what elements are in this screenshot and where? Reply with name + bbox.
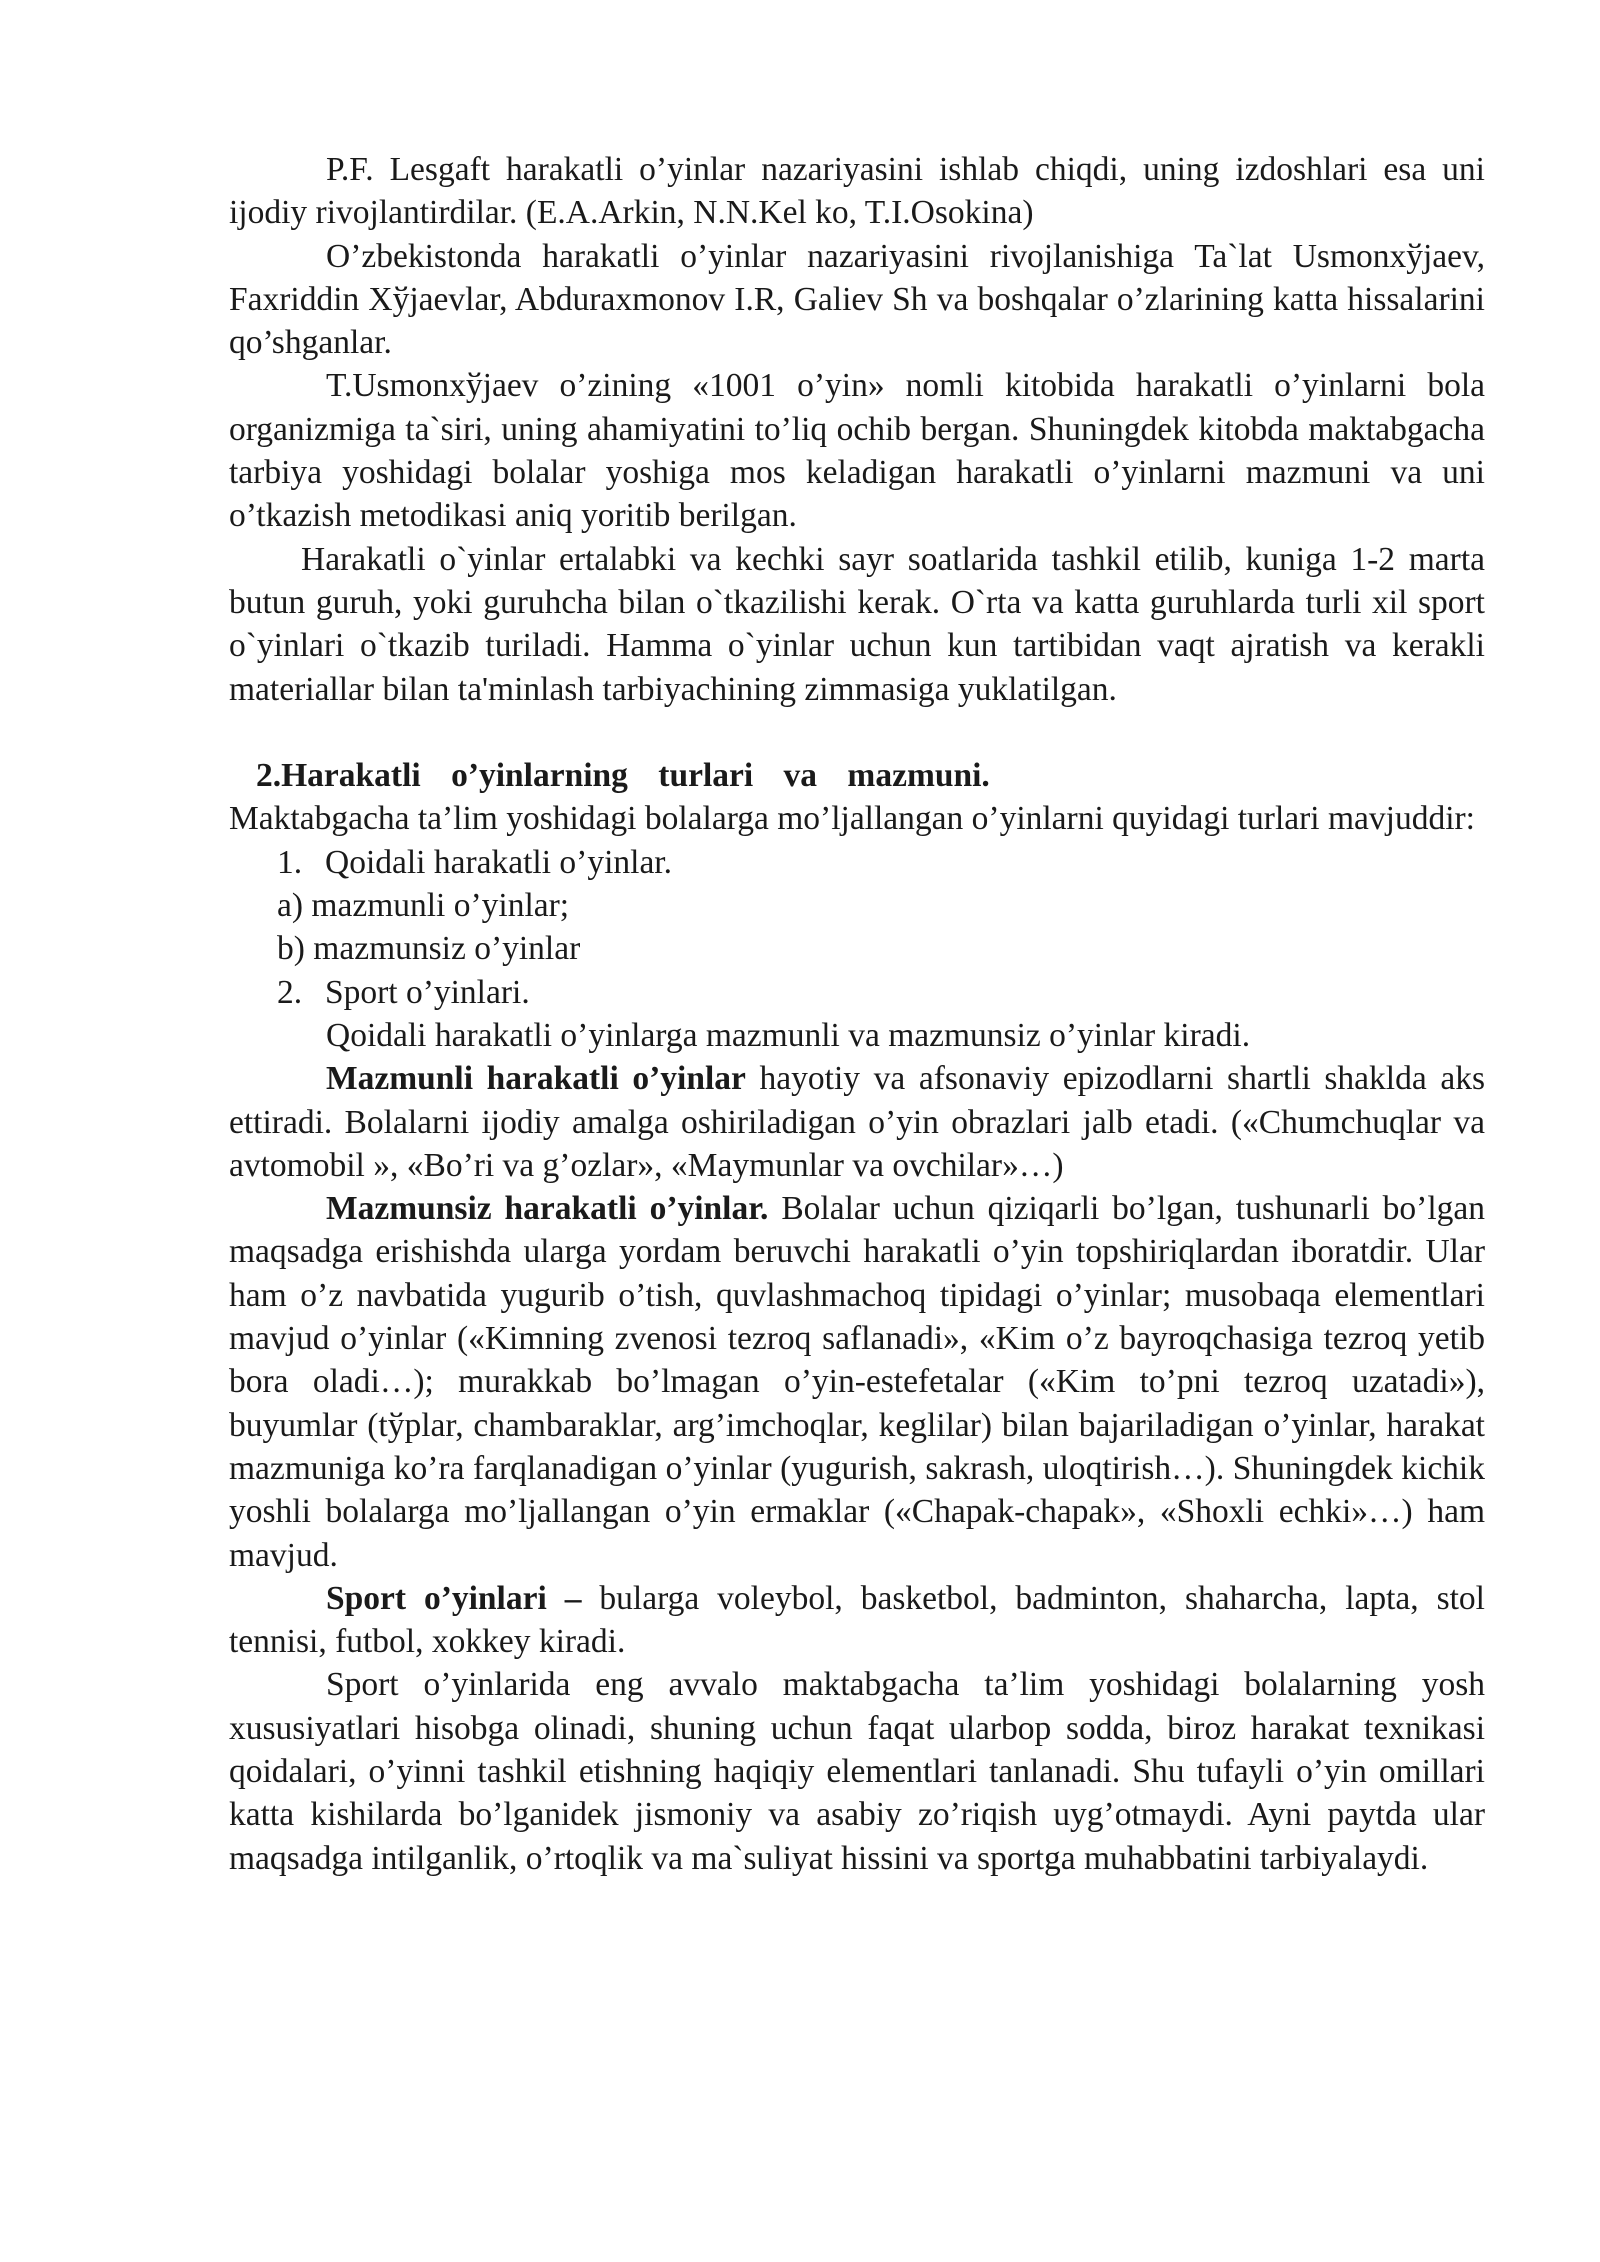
list-item-text: Sport o’yinlari. bbox=[325, 973, 530, 1011]
paragraph-mazmunli bbox=[229, 1057, 1485, 1187]
term-sport: Sport o’yinlari – bbox=[326, 1579, 582, 1617]
list-number: 2. bbox=[277, 973, 303, 1011]
text-mazmunsiz: Bolalar uchun qiziqarli bo’lgan, tushunarli bo’lgan maqsadga erishishda ularga yordam beruvchi harakatli o’yin topshiriqlardan iboratdir. Ular ham o’z navbatida yugurib o’tish, quvlashmachoq tipidagi o’yinlar; musobaqa elementlari mavjud o’yinlar («Kimning zvenosi tezroq saflanadi», «Kim o’z bayroqchasiga tezroq yetib bora oladi…); murakkab bo’lmagan o’yin-estefetalar («Kim to’pni tezroq uzatadi»), buyumlar (tўplar, chambaraklar, arg’imchoqlar, keglilar) bilan bajariladigan o’yinlar, harakat mazmuniga ko’ra farqlanadigan o’yinlar (yugurish, sakrash, uloqtirish…). Shuningdek kichik yoshli bolalarga mo’ljallangan o’yin ermaklar («Chapak-chapak», «Shoxli echki»…) ham mavjud. bbox=[229, 1190, 1485, 1574]
section-heading: 2.Harakatli o’yinlarning turlari va mazmuni. bbox=[256, 757, 990, 795]
paragraph-uzbekistan: O’zbekistonda harakatli o’yinlar nazariyasini rivojlanishiga Ta`lat Usmonxўjaev, Faxriddin Xўjaevlar, Abduraxmonov I.R, Galiev Sh va boshqalar o’zlarining katta hissalarini qo’shganlar. bbox=[229, 237, 1485, 362]
list-number: 1. bbox=[277, 843, 303, 881]
text-sport: bularga voleybol, basketbol, badminton, shaharcha, lapta, stol tennisi, futbol, xokkey kiradi. bbox=[229, 1579, 1485, 1661]
section-intro: Maktabgacha ta’lim yoshidagi bolalarga mo’ljallangan o’yinlarni quyidagi turlari mavjuddir: bbox=[229, 800, 1475, 838]
document-page bbox=[229, 148, 1485, 1880]
list-item-text: Qoidali harakatli o’yinlar. bbox=[325, 843, 672, 881]
paragraph-summary: Qoidali harakatli o’yinlarga mazmunli va mazmunsiz o’yinlar kiradi. bbox=[326, 1016, 1251, 1054]
paragraph-final: Sport o’yinlarida eng avvalo maktabgacha ta’lim yoshidagi bolalarning yosh xususiyatlari hisobga olinadi, shuning uchun faqat ularbop sodda, biroz harakat texnikasi qoidalari, o’yinni tashkil etishning haqiqiy elementlari tanlanadi. Shu tufayli o’yin omillari katta kishilarda bo’lganidek jismoniy va asabiy zo’riqish uyg’otmaydi. Ayni paytda ular maqsadga intilganlik, o’rtoqlik va ma`suliyat hissini va sportga muhabbatini tarbiyalaydi. bbox=[229, 1666, 1485, 1877]
blank-line bbox=[229, 711, 1485, 754]
paragraph-lesgaft: P.F. Lesgaft harakatli o’yinlar nazariyasini ishlab chiqdi, uning izdoshlari esa uni ijodiy rivojlantirdilar. (E.A.Arkin, N.N.Kel ko, T.I.Osokina) bbox=[229, 151, 1485, 232]
list-subitem: a) mazmunli o’yinlar; bbox=[277, 887, 570, 925]
list-subitem: b) mazmunsiz o’yinlar bbox=[277, 930, 581, 968]
text-mazmunli: hayotiy va afsonaviy epizodlarni shartli shaklda aks ettiradi. Bolalarni ijodiy amalga oshiriladigan o’yin obrazlari jalb etadi. («Chumchuqlar va avtomobil », «Bo’ri va g’ozlar», «Maymunlar va ovchilar»…) bbox=[229, 1060, 1485, 1184]
term-mazmunli: Mazmunli harakatli o’yinlar bbox=[326, 1060, 746, 1098]
types-list bbox=[229, 841, 1485, 1014]
paragraph-organization: Harakatli o`yinlar ertalabki va kechki sayr soatlarida tashkil etilib, kuniga 1-2 marta butun guruh, yoki guruhcha bilan o`tkazilishi kerak. O`rta va katta guruhlarda turli xil sport o`yinlari o`tkazib turiladi. Hamma o`yinlar uchun kun tartibidan vaqt ajratish va kerakli materiallar bilan ta'minlash tarbiyachining zimmasiga yuklatilgan. bbox=[229, 540, 1485, 708]
list-item bbox=[229, 841, 1485, 884]
paragraph-sport bbox=[229, 1577, 1485, 1664]
paragraph-mazmunsiz bbox=[229, 1187, 1485, 1577]
term-mazmunsiz: Mazmunsiz harakatli o’yinlar. bbox=[326, 1190, 769, 1228]
list-item bbox=[229, 971, 1485, 1014]
paragraph-usmonxujaev: T.Usmonxўjaev o’zining «1001 o’yin» nomli kitobida harakatli o’yinlarni bola organizmiga ta`siri, uning ahamiyatini to’liq ochib bergan. Shuningdek kitobda maktabgacha tarbiya yoshidagi bolalar yoshiga mos keladigan harakatli o’yinlarni mazmuni va uni o’tkazish metodikasi aniq yoritib berilgan. bbox=[229, 367, 1485, 535]
